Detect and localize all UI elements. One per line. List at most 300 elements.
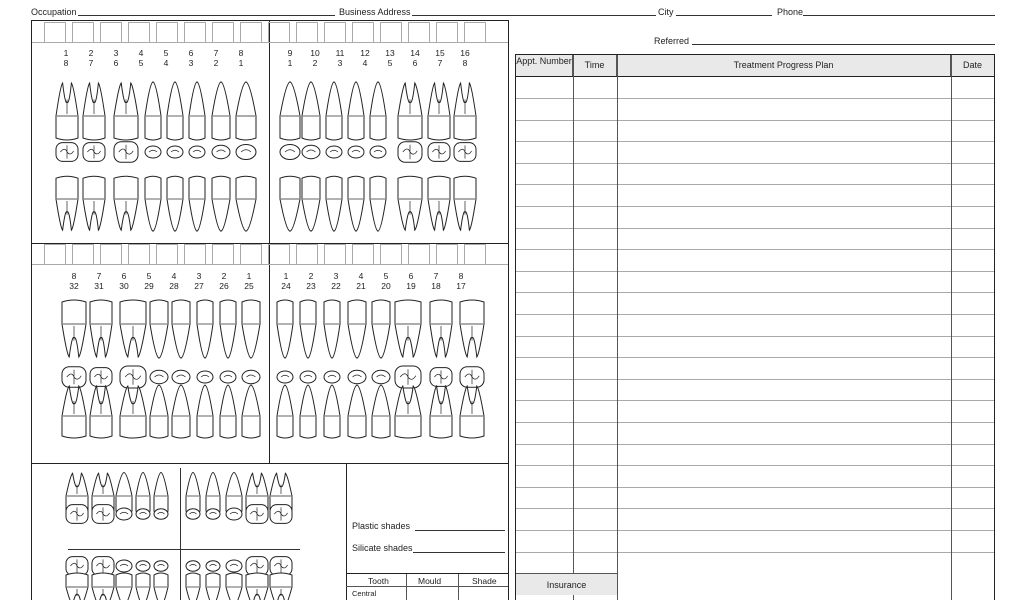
tooth-label: 1	[283, 271, 289, 281]
tooth	[206, 472, 220, 513]
marker-square[interactable]	[324, 22, 346, 43]
tooth-outline	[370, 82, 386, 140]
tooth	[454, 83, 476, 140]
tooth-label: 5	[383, 271, 389, 281]
marker-square[interactable]	[296, 244, 318, 265]
tooth-label: 6	[188, 48, 194, 58]
table-row-line	[516, 379, 994, 380]
occlusal-outline	[300, 371, 316, 383]
tooth-label: 5	[163, 48, 169, 58]
occlusal-outline	[136, 561, 150, 572]
tooth-label: 8	[458, 271, 464, 281]
tooth	[348, 385, 366, 438]
tooth-label: 7	[213, 48, 219, 58]
plastic-shades-label: Plastic shades	[352, 521, 411, 531]
tooth-outline	[136, 573, 150, 600]
tooth-occlusal	[220, 371, 236, 383]
marker-square[interactable]	[72, 22, 94, 43]
marker-square[interactable]	[352, 244, 374, 265]
tooth	[372, 300, 390, 358]
tooth-occlusal	[226, 508, 242, 520]
tooth-label: 8	[71, 271, 77, 281]
tooth-occlusal	[83, 143, 105, 162]
tooth	[62, 386, 86, 438]
shade-col-divider	[406, 574, 407, 600]
business-address-field[interactable]	[412, 15, 656, 16]
tooth-occlusal	[189, 146, 205, 158]
tooth-occlusal	[167, 146, 183, 158]
tooth-occlusal	[66, 505, 88, 524]
occlusal-outline	[154, 509, 168, 520]
tooth-occlusal	[172, 370, 190, 384]
tooth-number: 29	[144, 281, 154, 291]
tooth	[186, 472, 200, 513]
tooth	[302, 176, 320, 231]
tooth	[145, 176, 161, 231]
occupation-field[interactable]	[78, 15, 335, 16]
tooth	[398, 83, 422, 140]
tooth-number: 8	[462, 58, 468, 68]
business-address-label: Business Address	[339, 7, 411, 17]
silicate-shades-label: Silicate shades	[352, 543, 413, 553]
table-row-line	[516, 98, 994, 99]
table-row-line	[516, 206, 994, 207]
tooth-outline	[206, 472, 220, 513]
tooth-number: 30	[119, 281, 129, 291]
occlusal-outline	[324, 371, 340, 383]
marker-square[interactable]	[44, 22, 66, 43]
marker-square[interactable]	[296, 22, 318, 43]
tooth-occlusal	[226, 560, 242, 572]
tooth-outline	[277, 300, 293, 358]
tooth-outline	[189, 82, 205, 140]
marker-square[interactable]	[268, 22, 290, 43]
tooth-outline	[197, 385, 213, 438]
table-row-line	[516, 508, 994, 509]
tooth-occlusal	[277, 371, 293, 383]
dental-chart	[31, 20, 509, 600]
tooth-outline	[116, 573, 132, 600]
tooth-number: 6	[113, 58, 119, 68]
tooth-number: 17	[456, 281, 466, 291]
phone-label: Phone	[777, 7, 804, 17]
tooth-outline	[300, 385, 316, 438]
tooth-occlusal	[236, 145, 256, 160]
tooth	[300, 300, 316, 358]
shade-col-mould: Mould	[418, 576, 442, 586]
tooth-outline	[206, 573, 220, 600]
tooth-number: 8	[63, 58, 69, 68]
tooth-label: 13	[385, 48, 395, 58]
tooth-occlusal	[270, 505, 292, 524]
tooth	[197, 385, 213, 438]
occlusal-outline	[370, 146, 386, 158]
marker-square[interactable]	[100, 22, 122, 43]
table-row-line	[516, 292, 994, 293]
table-row-line	[516, 487, 994, 488]
tooth-number: 19	[406, 281, 416, 291]
tooth	[116, 573, 132, 600]
tooth	[66, 573, 88, 600]
tooth	[302, 82, 320, 140]
tooth-occlusal	[90, 368, 112, 387]
tooth-number: 20	[381, 281, 391, 291]
tooth-occlusal	[154, 561, 168, 572]
tooth	[370, 82, 386, 140]
occlusal-outline	[242, 370, 260, 384]
tooth-occlusal	[154, 509, 168, 520]
tooth-occlusal	[116, 560, 132, 572]
tooth-number: 27	[194, 281, 204, 291]
tooth-number: 7	[88, 58, 94, 68]
tooth-outline	[116, 472, 132, 513]
tooth	[326, 82, 342, 140]
tooth-number: 2	[312, 58, 318, 68]
tooth-occlusal	[326, 146, 342, 158]
tooth-number: 4	[163, 58, 169, 68]
tooth-outline	[372, 385, 390, 438]
tooth-occlusal	[242, 370, 260, 384]
shade-table	[346, 573, 508, 600]
table-row-line	[516, 184, 994, 185]
tooth	[246, 573, 268, 600]
tooth-number: 24	[281, 281, 291, 291]
tooth-occlusal	[56, 143, 78, 162]
occlusal-outline	[145, 146, 161, 158]
tooth	[280, 82, 300, 140]
tooth	[270, 573, 292, 600]
tooth-occlusal	[150, 370, 168, 384]
tooth-label: 2	[308, 271, 314, 281]
tooth-occlusal	[206, 561, 220, 572]
tooth-outline	[348, 82, 364, 140]
tooth	[136, 573, 150, 600]
tooth	[83, 83, 105, 140]
tooth	[430, 300, 452, 357]
tooth-label: 10	[310, 48, 320, 58]
tooth-occlusal	[460, 367, 484, 387]
marker-square[interactable]	[436, 244, 458, 265]
marker-square[interactable]	[380, 244, 402, 265]
tooth-label: 16	[460, 48, 470, 58]
occlusal-outline	[136, 509, 150, 520]
table-row-line	[516, 314, 994, 315]
tooth-outline	[236, 176, 256, 231]
table-row-line	[516, 400, 994, 401]
marker-square[interactable]	[240, 22, 262, 43]
tooth	[90, 386, 112, 438]
tooth-number: 23	[306, 281, 316, 291]
marker-square[interactable]	[268, 244, 290, 265]
tooth-occlusal	[370, 146, 386, 158]
marker-square[interactable]	[464, 244, 486, 265]
tooth	[186, 573, 200, 600]
table-row-line	[516, 120, 994, 121]
marker-square[interactable]	[436, 22, 458, 43]
tooth	[370, 176, 386, 231]
tooth-occlusal	[348, 370, 366, 384]
tooth	[428, 83, 450, 140]
tooth-occlusal	[62, 367, 86, 387]
tooth-occlusal	[324, 371, 340, 383]
tooth-label: 5	[146, 271, 152, 281]
tooth-label: 6	[121, 271, 127, 281]
occlusal-outline	[277, 371, 293, 383]
marker-square[interactable]	[44, 244, 66, 265]
tooth-occlusal	[300, 371, 316, 383]
tooth	[150, 385, 168, 438]
marker-square[interactable]	[128, 244, 150, 265]
tooth	[114, 176, 138, 230]
tooth	[197, 300, 213, 358]
table-row-line	[516, 141, 994, 142]
marker-square[interactable]	[352, 22, 374, 43]
phone-field[interactable]	[803, 15, 995, 16]
tooth	[167, 176, 183, 231]
tooth-occlusal	[120, 366, 146, 388]
marker-square[interactable]	[184, 244, 206, 265]
tooth-occlusal	[246, 505, 268, 524]
col-treatment-plan: Treatment Progress Plan	[617, 55, 951, 76]
tooth-label: 4	[358, 271, 364, 281]
tooth	[226, 573, 242, 600]
tooth-outline	[172, 300, 190, 358]
occlusal-outline	[220, 371, 236, 383]
tooth-label: 6	[408, 271, 414, 281]
tooth	[220, 300, 236, 358]
tooth-occlusal	[92, 505, 114, 524]
tooth-outline	[302, 176, 320, 231]
tooth-number: 6	[412, 58, 418, 68]
tooth-outline	[326, 82, 342, 140]
tooth	[280, 176, 300, 231]
table-row-line	[516, 530, 994, 531]
tooth	[220, 385, 236, 438]
tooth-outline	[172, 385, 190, 438]
tooth	[90, 300, 112, 357]
tooth-occlusal	[280, 145, 300, 160]
referred-field[interactable]	[692, 44, 995, 45]
tooth	[326, 176, 342, 231]
tooth-occlusal	[197, 371, 213, 383]
tooth-outline	[186, 472, 200, 513]
tooth-number: 5	[138, 58, 144, 68]
tooth-occlusal	[372, 370, 390, 384]
tooth-number: 22	[331, 281, 341, 291]
tooth	[348, 82, 364, 140]
teeth-diagram[interactable]	[32, 21, 508, 600]
tooth-label: 1	[246, 271, 252, 281]
tooth-outline	[220, 300, 236, 358]
tooth-label: 4	[138, 48, 144, 58]
tooth	[226, 472, 242, 513]
occlusal-outline	[116, 560, 132, 572]
tooth-label: 8	[238, 48, 244, 58]
marker-square[interactable]	[156, 244, 178, 265]
occlusal-outline	[206, 561, 220, 572]
tooth-outline	[226, 472, 242, 513]
marker-square[interactable]	[380, 22, 402, 43]
occlusal-outline	[186, 509, 200, 520]
tooth-number: 4	[362, 58, 368, 68]
tooth	[120, 300, 146, 357]
occlusal-outline	[348, 370, 366, 384]
table-row-line	[516, 465, 994, 466]
tooth	[372, 385, 390, 438]
occlusal-outline	[348, 146, 364, 158]
tooth-number: 3	[337, 58, 343, 68]
tooth-outline	[136, 472, 150, 513]
tooth-outline	[242, 300, 260, 358]
tooth-occlusal	[454, 143, 476, 162]
plastic-shades-field[interactable]	[415, 530, 505, 531]
shade-header-line	[346, 586, 508, 587]
tooth	[460, 386, 484, 438]
tooth-number: 1	[287, 58, 293, 68]
tooth-outline	[212, 82, 230, 140]
tooth-outline	[226, 573, 242, 600]
occlusal-outline	[167, 146, 183, 158]
tooth-outline	[302, 82, 320, 140]
tooth	[460, 300, 484, 357]
tooth-occlusal	[395, 366, 421, 388]
tooth	[242, 385, 260, 438]
tooth-occlusal	[430, 368, 452, 387]
tooth-label: 14	[410, 48, 420, 58]
tooth-label: 1	[63, 48, 69, 58]
tooth-outline	[150, 300, 168, 358]
col-divider	[951, 55, 952, 600]
tooth-number: 7	[437, 58, 443, 68]
occlusal-outline	[154, 561, 168, 572]
occlusal-outline	[302, 145, 320, 159]
tooth-label: 3	[333, 271, 339, 281]
tooth-outline	[212, 176, 230, 231]
tooth-outline	[326, 176, 342, 231]
marker-square[interactable]	[100, 244, 122, 265]
tooth-outline	[348, 385, 366, 438]
tooth-number: 32	[69, 281, 79, 291]
marker-square[interactable]	[240, 244, 262, 265]
insurance-label: Insurance	[516, 573, 617, 595]
table-row-line	[516, 249, 994, 250]
tooth-number: 31	[94, 281, 104, 291]
marker-square[interactable]	[128, 22, 150, 43]
marker-square[interactable]	[212, 244, 234, 265]
tooth	[395, 300, 421, 357]
tooth	[167, 82, 183, 140]
occupation-label: Occupation	[31, 7, 77, 17]
tooth	[83, 176, 105, 230]
shade-row-central: Central	[352, 589, 377, 598]
occlusal-outline	[226, 560, 242, 572]
tooth-occlusal	[145, 146, 161, 158]
tooth	[348, 176, 364, 231]
silicate-shades-field[interactable]	[413, 552, 505, 553]
city-field[interactable]	[676, 15, 772, 16]
tooth	[454, 176, 476, 230]
tooth-outline	[145, 176, 161, 231]
tooth	[206, 573, 220, 600]
col-appt-number: Appt. Number	[516, 55, 573, 76]
tooth-label: 15	[435, 48, 445, 58]
tooth-occlusal	[136, 509, 150, 520]
marker-square[interactable]	[212, 22, 234, 43]
marker-square[interactable]	[184, 22, 206, 43]
tooth-number: 18	[431, 281, 441, 291]
table-row-line	[516, 336, 994, 337]
tooth	[324, 385, 340, 438]
table-row-line	[516, 357, 994, 358]
tooth	[428, 176, 450, 230]
tooth	[154, 472, 168, 513]
marker-square[interactable]	[156, 22, 178, 43]
tooth-occlusal	[186, 509, 200, 520]
tooth-outline	[167, 82, 183, 140]
tooth-outline	[197, 300, 213, 358]
tooth-outline	[186, 573, 200, 600]
tooth-outline	[277, 385, 293, 438]
shade-col-tooth: Tooth	[368, 576, 389, 586]
occlusal-outline	[226, 508, 242, 520]
tooth-outline	[324, 385, 340, 438]
col-divider	[617, 55, 618, 600]
tooth	[277, 300, 293, 358]
tooth	[300, 385, 316, 438]
tooth	[398, 176, 422, 230]
col-date: Date	[951, 55, 994, 76]
tooth	[212, 176, 230, 231]
tooth-outline	[150, 385, 168, 438]
tooth	[56, 176, 78, 230]
marker-square[interactable]	[72, 244, 94, 265]
tooth	[189, 176, 205, 231]
tooth-outline	[220, 385, 236, 438]
tooth	[92, 573, 114, 600]
tooth	[242, 300, 260, 358]
tooth-label: 12	[360, 48, 370, 58]
tooth-outline	[167, 176, 183, 231]
tooth-occlusal	[206, 509, 220, 520]
tooth-number: 28	[169, 281, 179, 291]
tooth-occlusal	[398, 142, 422, 162]
tooth	[236, 176, 256, 231]
tooth-number: 5	[387, 58, 393, 68]
tooth-label: 4	[171, 271, 177, 281]
tooth-occlusal	[136, 561, 150, 572]
tooth-outline	[154, 472, 168, 513]
marker-square[interactable]	[408, 244, 430, 265]
marker-square[interactable]	[408, 22, 430, 43]
tooth	[430, 386, 452, 438]
tooth	[236, 82, 256, 140]
tooth-outline	[372, 300, 390, 358]
tooth-label: 7	[96, 271, 102, 281]
tooth-label: 3	[196, 271, 202, 281]
marker-square[interactable]	[324, 244, 346, 265]
tooth-occlusal	[428, 143, 450, 162]
tooth-outline	[348, 176, 364, 231]
referred-label: Referred	[654, 36, 690, 46]
occlusal-outline	[372, 370, 390, 384]
occlusal-outline	[197, 371, 213, 383]
col-divider	[573, 55, 574, 600]
tooth	[395, 386, 421, 438]
table-row-line	[516, 444, 994, 445]
marker-square[interactable]	[464, 22, 486, 43]
tooth-number: 25	[244, 281, 254, 291]
tooth-occlusal	[186, 561, 200, 572]
